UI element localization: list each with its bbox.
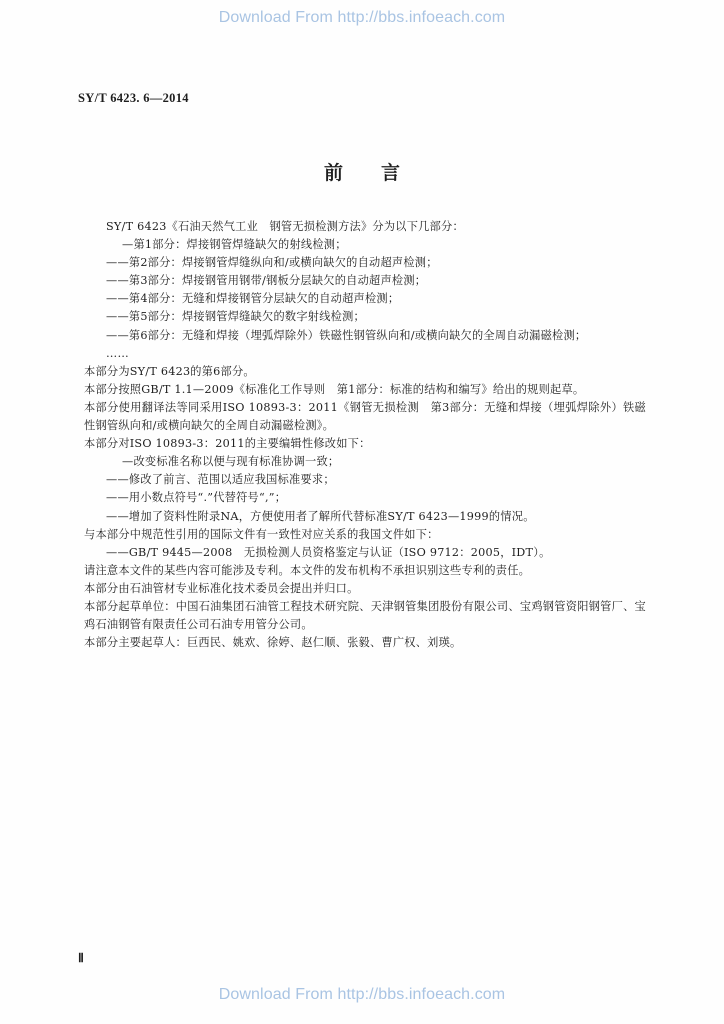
part-item-2: ——第2部分：焊接钢管焊缝纵向和/或横向缺欠的自动超声检测； <box>106 256 438 270</box>
change-item-4: ——增加了资料性附录NA，方便使用者了解所代替标准SY/T 6423—1999的情况。 <box>106 509 535 523</box>
ellipsis: …… <box>106 346 129 360</box>
edit-changes-intro: 本部分对ISO 10893-3：2011的主要编辑性修改如下： <box>84 437 371 451</box>
translation-paragraph: 本部分使用翻译法等同采用ISO 10893-3：2011《钢管无损检测 第3部分：无缝和焊接（埋弧焊除外）铁磁性钢管纵向和/或横向缺欠的全周自动漏磁检测》。 <box>84 400 646 433</box>
page-title: 前言 <box>323 162 438 184</box>
change-item-1: —改变标准名称以便与现有标准协调一致； <box>122 455 340 469</box>
part-item-6: ——第6部分：无缝和焊接（埋弧焊除外）铁磁性钢管纵向和/或横向缺欠的全周自动漏磁检测； <box>106 328 587 342</box>
consistency-item: ——GB/T 9445—2008 无损检测人员资格鉴定与认证（ISO 9712：2005，IDT）。 <box>106 545 551 559</box>
change-item-3: ——用小数点符号“.”代替符号“,”； <box>106 491 287 505</box>
watermark-bottom: Download From http://bbs.infoeach.com <box>218 986 506 1003</box>
part-item-4: ——第4部分：无缝和焊接钢管分层缺欠的自动超声检测； <box>106 292 400 306</box>
patent-notice: 请注意本文件的某些内容可能涉及专利。本文件的发布机构不承担识别这些专利的责任。 <box>84 563 531 577</box>
drafters: 本部分主要起草人：巨西民、姚欢、徐婷、赵仁顺、张毅、曹广权、刘瑛。 <box>84 636 462 650</box>
part-item-1: —第1部分：焊接钢管焊缝缺欠的射线检测； <box>122 238 347 252</box>
drafting-units: 本部分起草单位：中国石油集团石油管工程技术研究院、天津钢管集团股份有限公司、宝鸡钢管资阳钢管厂、宝鸡石油钢管有限责任公司石油专用管分公司。 <box>84 599 646 632</box>
part-item-5: ——第5部分：焊接钢管焊缝缺欠的数字射线检测； <box>106 310 365 324</box>
intro-paragraph: SY/T 6423《石油天然气工业 钢管无损检测方法》分为以下几部分： <box>106 220 464 233</box>
change-item-2: ——修改了前言、范围以适应我国标准要求； <box>106 473 335 487</box>
this-part-paragraph: 本部分为SY/T 6423的第6部分。 <box>84 364 255 378</box>
page-number: Ⅱ <box>78 951 84 965</box>
part-item-3: ——第3部分：焊接钢管用钢带/钢板分层缺欠的自动超声检测； <box>106 274 427 288</box>
proposed-by: 本部分由石油管材专业标准化技术委员会提出并归口。 <box>84 581 359 595</box>
foreword-body <box>84 218 646 652</box>
watermark-top: Download From http://bbs.infoeach.com <box>218 9 506 26</box>
drafting-rule-paragraph: 本部分按照GB/T 1.1—2009《标准化工作导则 第1部分：标准的结构和编写》给出的规则起草。 <box>84 382 585 396</box>
standard-code: SY/T 6423. 6—2014 <box>78 91 189 105</box>
consistency-intro: 与本部分中规范性引用的国际文件有一致性对应关系的我国文件如下： <box>84 527 439 541</box>
